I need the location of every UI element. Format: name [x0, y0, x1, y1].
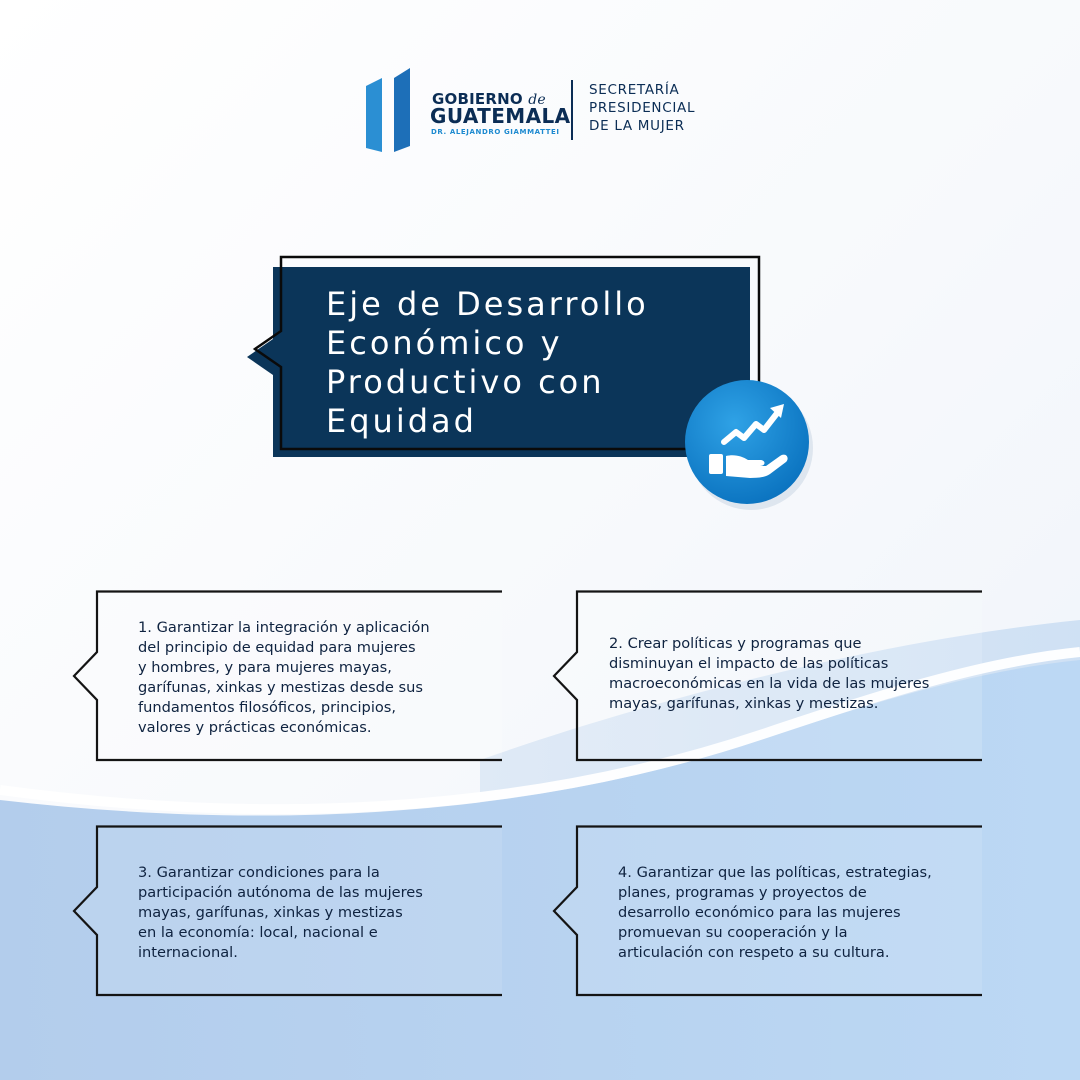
- president-label: DR. ALEJANDRO GIAMMATTEI: [431, 128, 560, 136]
- growth-hand-icon: [676, 372, 822, 518]
- page-title: Eje de Desarrollo Económico y Productivo con Equidad: [326, 285, 649, 440]
- secretaria-label: SECRETARÍA PRESIDENCIAL DE LA MUJER: [589, 82, 696, 134]
- gobierno-label: GOBIERNO de: [432, 90, 546, 108]
- card-text: 3. Garantizar condiciones para la participación autónoma de las mujeres mayas, garífunas, xinkas y mestizas en la economía: local, nacional e internacional.: [138, 864, 423, 961]
- card-text: 4. Garantizar que las políticas, estrategias, planes, programas y proyectos de desarrollo económico para las mujeres promuevan su cooperación y la articulación con respeto a su cultura.: [618, 864, 932, 961]
- card-objective-4: [552, 825, 982, 1000]
- guatemala-label: GUATEMALA: [430, 104, 571, 128]
- gobierno-logo-icon: [366, 68, 416, 152]
- card-text: 1. Garantizar la integración y aplicación del principio de equidad para mujeres y hombres, y para mujeres mayas, garífunas, xinkas y mestizas desde sus fundamentos filosóficos, principios, valores y prácticas económicas.: [138, 619, 430, 736]
- card-objective-2: [552, 590, 982, 765]
- card-text: 2. Crear políticas y programas que disminuyan el impacto de las políticas macroeconómicas en la vida de las mujeres mayas, garífunas, xinkas y mestizas.: [609, 635, 930, 712]
- logo-divider: [571, 80, 573, 140]
- card-objective-3: [72, 825, 502, 1000]
- card-objective-1: [72, 590, 502, 765]
